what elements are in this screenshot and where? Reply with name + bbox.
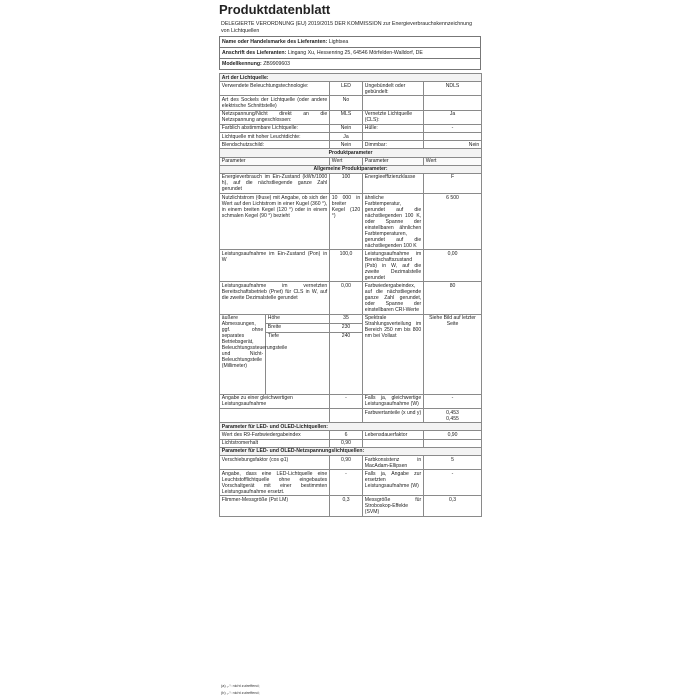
param-row-power-factor: Verschiebungsfaktor (cos φ1) 0,90 Farbkonsistenz in MacAdam-Ellipsen 5 xyxy=(220,455,482,469)
parameters-table xyxy=(219,73,482,517)
param-row-flicker: Flimmer-Messgröße (Pst LM) 0,3 Messgröße für Stroboskop-Effekte (SVM) 0,3 xyxy=(220,496,482,516)
model-id-row xyxy=(220,59,481,70)
param-row-dimensions-height: äußere Abmessungen, ggf. ohne separates Betriebsgerät, Beleuchtungssteuerungsteile und Nicht-Beleuchtungsteile (Millimeter) Höhe 35 Spektrale Strahlungsverteilung im Bereich 250 nm bis 800 nm bei Vollast Siehe Bild auf letzter Seite xyxy=(220,314,482,323)
supplier-name-value: Lightsea xyxy=(328,38,349,45)
footnotes xyxy=(221,683,260,697)
led-parameters-header: Parameter für LED- und OLED-Lichtquellen: xyxy=(220,423,482,431)
page-title: Produktdatenblatt xyxy=(219,2,331,17)
param-row-maintenance: Lichtstromerhalt 0,90 xyxy=(220,439,482,447)
supplier-address-label: Anschrift des Lieferanten: xyxy=(222,49,287,56)
regulation-intro: DELEGIERTE VERORDNUNG (EU) 2019/2015 DER KOMMISSION zur Energieverbrauchskennzeichnung von Lichtquellen xyxy=(221,21,473,34)
chromaticity-y: 0,455 xyxy=(446,415,459,422)
param-row-replacement: Angabe, dass eine LED-Lichtquelle eine Leuchtstofflichtquelle ohne eingebautes Vorschaltgerät mit einer bestimmten Leistungsaufnahme ersetzt. - Falls ja, Angabe zur ersetzten Leistungsaufnahme (W) - xyxy=(220,470,482,496)
product-datasheet xyxy=(219,0,481,700)
model-id-value: ZB9909603 xyxy=(263,60,291,67)
footnote-a: (a) „-“: nicht zutreffend; xyxy=(221,684,260,688)
param-row-power: Leistungsaufnahme im Ein-Zustand (Pon) in W 100,0 Leistungsaufnahme im Bereitschaftszustand (Psb) in W, auf die zweite Dezimalstelle gerundet 0,00 xyxy=(220,250,482,282)
param-row-dimensions-depth: Tiefe 240 xyxy=(220,332,482,394)
general-parameters-header: Allgemeine Produktparameter: xyxy=(220,165,482,173)
param-row-equivalent-power: Angabe zu einer gleichwertigen Leistungsaufnahme - Falls ja, gleichwertige Leistungsaufnahme (W) - xyxy=(220,394,482,408)
supplier-name-row xyxy=(220,37,481,48)
supplier-info-table xyxy=(219,36,481,70)
model-id-label: Modellkennung: xyxy=(222,60,262,67)
type-row-high-luminance: Lichtquelle mit hoher Leuchtdichte: Ja xyxy=(220,132,482,140)
mains-parameters-header: Parameter für LED- und OLED-Netzspannungslichtquellen: xyxy=(220,447,482,455)
type-row-technology: Verwendete Beleuchtungstechnologie: LED Ungebündelt oder gebündelt: NDLS xyxy=(220,82,482,96)
param-row-network: Leistungsaufnahme im vernetzten Bereitschaftsbetrieb (Pnet) für CLS in W, auf die zweite Dezimalstelle gerundet 0,00 Farbwiedergabeindex, auf die nächstliegende ganze Zahl gerundet, oder Spanne der einstellbaren CRI-Werte 80 xyxy=(220,282,482,314)
chromaticity-x: 0,453 xyxy=(446,409,459,416)
product-parameters-header: Produktparameter xyxy=(220,149,482,157)
light-source-type-header: Art der Lichtquelle: xyxy=(220,74,482,82)
footnote-b: (b) „-“: nicht zutreffend; xyxy=(221,691,260,695)
column-header-row: Parameter Wert Parameter Wert xyxy=(220,157,482,165)
param-row-chromaticity: Farbwertanteile (x und y) 0,453 0,455 xyxy=(220,409,482,423)
supplier-address-value: Lingang Xu, Hessenring 25, 64546 Mörfelden-Walldorf, DE xyxy=(287,49,423,56)
type-row-tunable: Farblich abstimmbare Lichtquelle: Nein Hülle: - xyxy=(220,124,482,132)
supplier-name-label: Name oder Handelsmarke des Lieferanten: xyxy=(222,38,328,45)
type-row-mains: Netzspannung/Nicht direkt an die Netzspannung angeschlossen: MLS Vernetzte Lichtquelle (CLS): Ja xyxy=(220,110,482,124)
supplier-address-row xyxy=(220,48,481,59)
type-row-glare: Blendschutzschild: Nein Dimmbar: Nein xyxy=(220,141,482,149)
param-row-energy: Energieverbrauch im Ein-Zustand (kWh/1000 h), auf die nächstliegende ganze Zahl gerundet 100 Energieeffizienzklasse F xyxy=(220,173,482,193)
param-row-dimensions-width: Breite 230 xyxy=(220,323,482,332)
param-row-flux: Nutzlichtstrom (Φuse) mit Angabe, ob sich der Wert auf den Lichtstrom in einer Kugel (360 °), in einem breiten Kegel (120 °) oder in einem schmalen Kegel (90 °) bezieht 10 000 in breiter Kegel (120 °) ähnliche Farbtemperatur, gerundet auf die nächstliegenden 100 K, oder Spanne der einstellbaren ähnlichen Farbtemperaturen, gerundet auf die nächstliegenden 100 K 6 500 xyxy=(220,194,482,250)
type-row-socket: Art des Sockels der Lichtquelle (oder andere elektrische Schnittstelle) No xyxy=(220,96,482,110)
param-row-r9: Wert des R9-Farbwiedergabeindex 6 Lebensdauerfaktor 0,90 xyxy=(220,431,482,439)
